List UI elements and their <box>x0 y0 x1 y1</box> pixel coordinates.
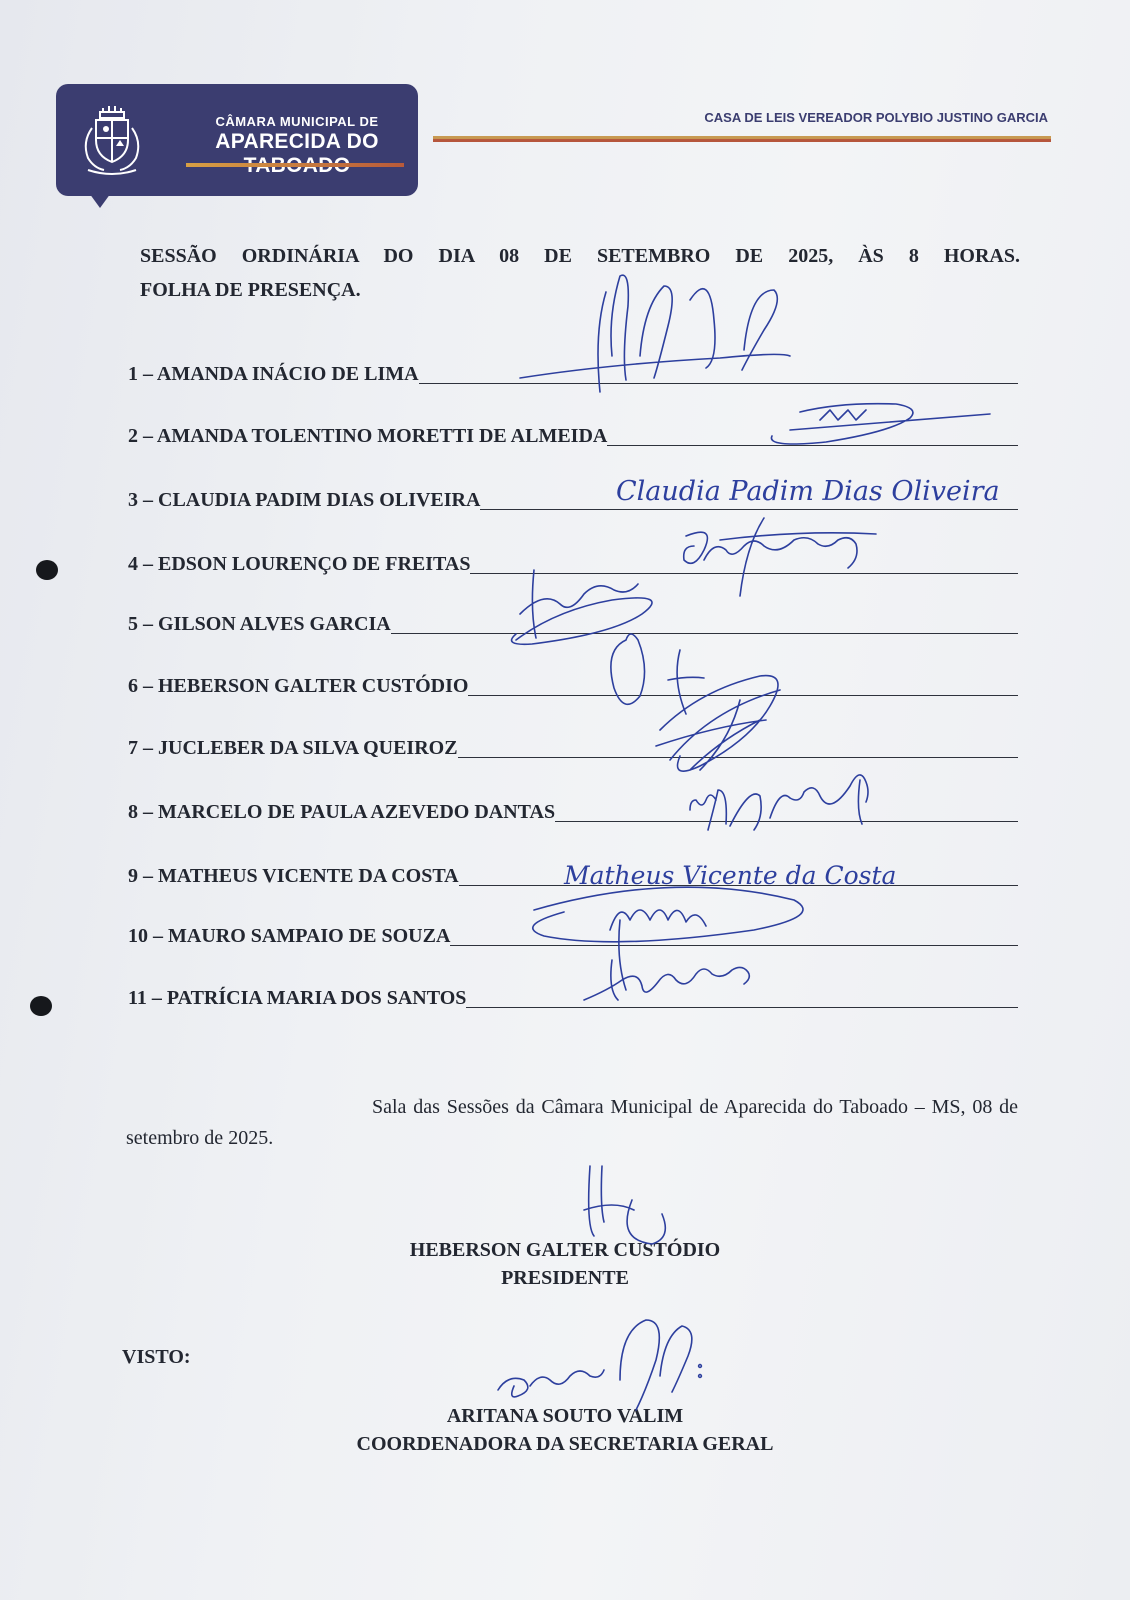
coordinator-role: COORDENADORA DA SECRETARIA GERAL <box>356 1433 774 1455</box>
place-and-date: Sala das Sessões da Câmara Municipal de Aparecida do Taboado – MS, 08 de setembro de 2025. <box>126 1096 1018 1149</box>
signature-line <box>459 863 1018 886</box>
attendee-row <box>128 918 1018 948</box>
attendee-name: 8 – MARCELO DE PAULA AZEVEDO DANTAS <box>128 801 556 823</box>
attendee-name: 9 – MATHEUS VICENTE DA COSTA <box>128 865 459 887</box>
punch-hole <box>36 560 58 580</box>
logo-underline <box>186 163 404 167</box>
attendee-name: 4 – EDSON LOURENÇO DE FREITAS <box>128 553 471 575</box>
logo-line2: APARECIDA DO <box>215 130 379 153</box>
attendee-name: 10 – MAURO SAMPAIO DE SOUZA <box>128 925 451 947</box>
signature-line <box>607 423 1018 446</box>
coordinator-name: ARITANA SOUTO VALIM <box>446 1405 684 1427</box>
logo-line1: CÂMARA MUNICIPAL DE <box>215 114 379 129</box>
attendee-name: 7 – JUCLEBER DA SILVA QUEIROZ <box>128 737 458 759</box>
signature-line <box>480 487 1018 510</box>
logo-pointer <box>84 186 116 208</box>
signature-line <box>391 611 1018 634</box>
signature-matheus: Matheus Vicente da Costa <box>564 861 897 890</box>
punch-hole <box>30 996 52 1016</box>
header-rule <box>433 136 1051 142</box>
attendee-row <box>128 418 1018 448</box>
attendee-name: 1 – AMANDA INÁCIO DE LIMA <box>128 363 419 385</box>
attendee-row <box>128 858 1018 888</box>
chamber-logo <box>56 84 418 196</box>
attendee-name: 5 – GILSON ALVES GARCIA <box>128 613 391 635</box>
attendee-row <box>128 794 1018 824</box>
attendee-row <box>128 546 1018 576</box>
president-role: PRESIDENTE <box>501 1267 629 1289</box>
signature-coordinator <box>498 1320 692 1410</box>
signature-president <box>584 1166 665 1244</box>
signature-line <box>466 985 1018 1008</box>
signature-line <box>450 923 1018 946</box>
attendee-name: 3 – CLAUDIA PADIM DIAS OLIVEIRA <box>128 489 481 511</box>
sheet-subtitle: FOLHA DE PRESENÇA. <box>140 279 361 301</box>
signature-line <box>555 799 1018 822</box>
visto-label: VISTO: <box>122 1346 191 1368</box>
attendee-row <box>128 980 1018 1010</box>
coat-of-arms-icon <box>70 98 154 182</box>
president-name: HEBERSON GALTER CUSTÓDIO <box>409 1239 721 1261</box>
attendee-row <box>128 482 1018 512</box>
signature-claudia: Claudia Padim Dias Oliveira <box>616 476 1000 507</box>
attendee-name: 11 – PATRÍCIA MARIA DOS SANTOS <box>128 987 467 1009</box>
attendee-name: 2 – AMANDA TOLENTINO MORETTI DE ALMEIDA <box>128 425 608 447</box>
attendee-name: 6 – HEBERSON GALTER CUSTÓDIO <box>128 675 469 697</box>
signature-line <box>458 735 1018 758</box>
signature-line <box>419 361 1018 384</box>
house-name: CASA DE LEIS VEREADOR POLYBIO JUSTINO GARCIA <box>704 110 1048 125</box>
signature-dot <box>699 1365 702 1368</box>
session-title: SESSÃO ORDINÁRIA DO DIA 08 DE SETEMBRO DE 2025, ÀS 8 HORAS. <box>140 245 1020 267</box>
attendee-row <box>128 668 1018 698</box>
attendee-row <box>128 606 1018 636</box>
signature-line <box>468 673 1018 696</box>
signature-line <box>470 551 1018 574</box>
signature-dot <box>699 1375 702 1378</box>
attendee-row <box>128 356 1018 386</box>
attendee-row <box>128 730 1018 760</box>
